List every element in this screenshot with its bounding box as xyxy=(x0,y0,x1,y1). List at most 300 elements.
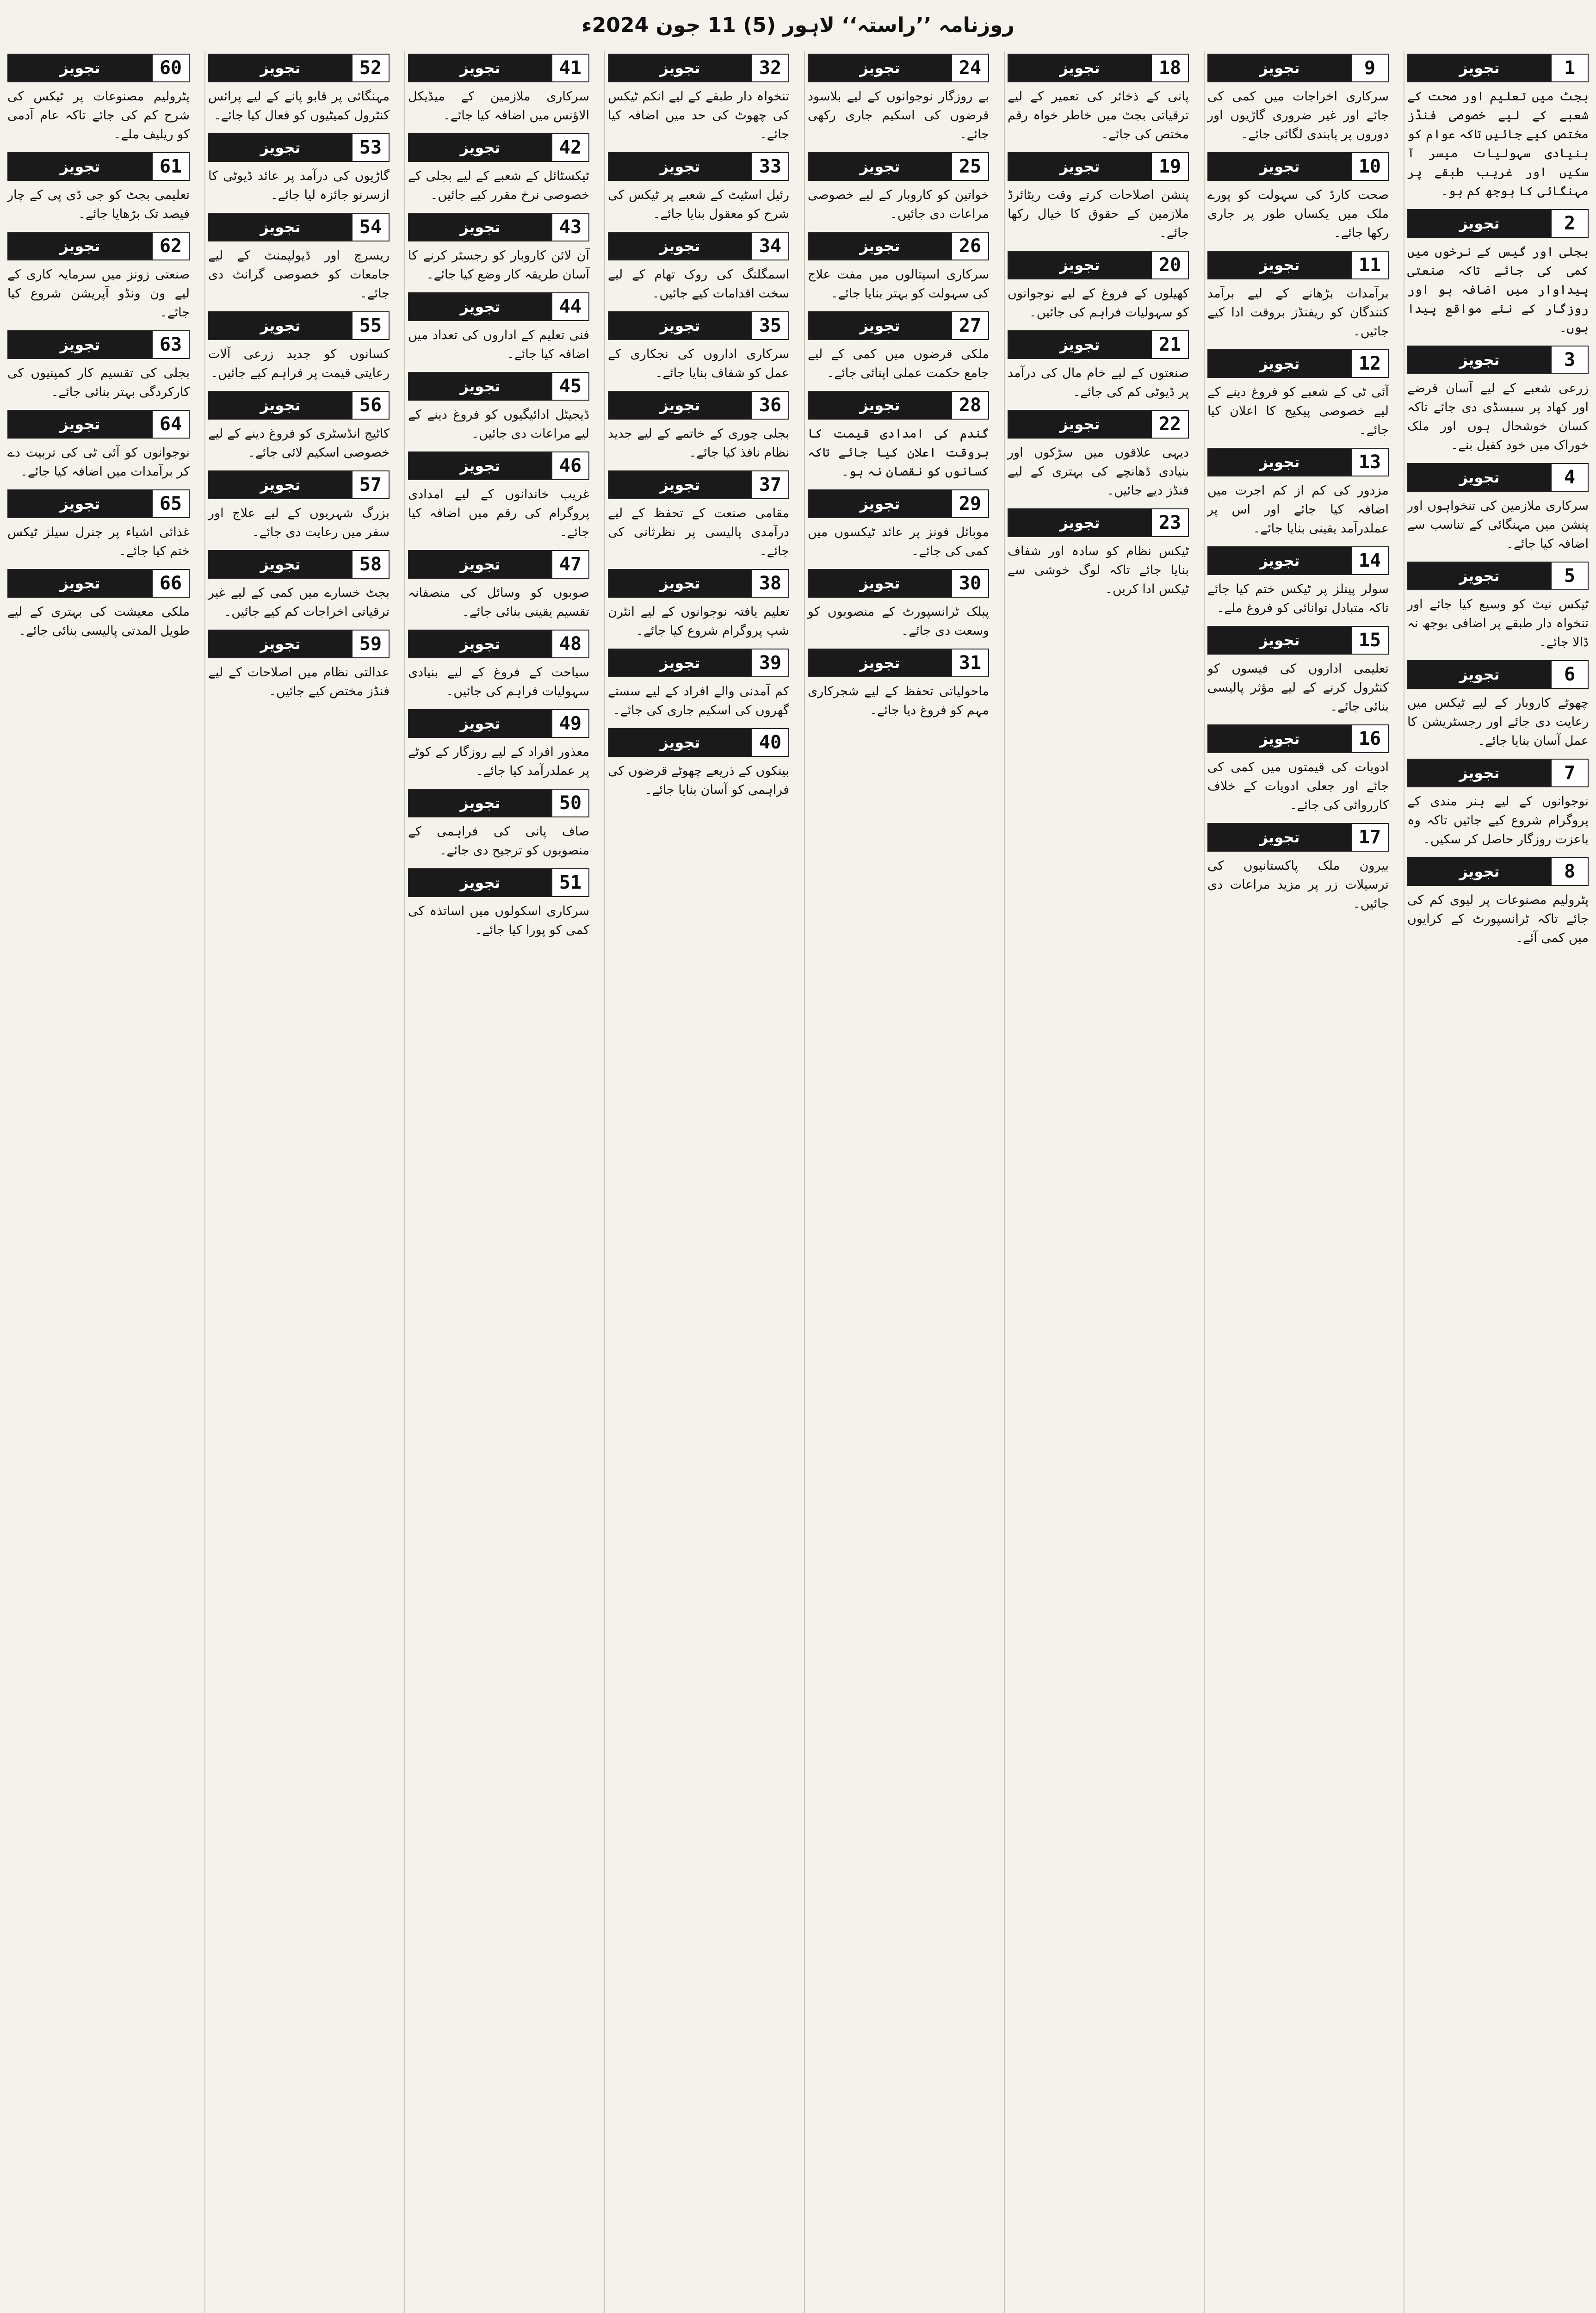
proposal-header xyxy=(7,569,190,598)
proposal-number: 30 xyxy=(951,570,988,597)
proposal-header xyxy=(608,152,789,181)
proposal-item xyxy=(7,489,190,561)
proposal-item xyxy=(808,391,989,481)
proposal-header xyxy=(7,152,190,181)
proposal-item xyxy=(1407,463,1589,553)
proposal-text: تعلیمی اداروں کی فیسوں کو کنٹرول کرنے کے لیے مؤثر پالیسی بنائی جائے۔ xyxy=(1207,662,1389,714)
proposal-text: پنشن اصلاحات کرتے وقت ریٹائرڈ ملازمین کے حقوق کا خیال رکھا جائے۔ xyxy=(1008,188,1189,240)
proposal-label: تجویز xyxy=(609,153,751,180)
proposal-label: تجویز xyxy=(409,373,551,400)
proposal-number: 46 xyxy=(551,452,588,479)
proposal-text: مہنگائی پر قابو پانے کے لیے پرائس کنٹرول کمیٹیوں کو فعال کیا جائے۔ xyxy=(208,89,390,123)
proposal-number: 50 xyxy=(551,790,588,816)
proposal-header xyxy=(808,311,989,340)
page-title: روزنامہ ’’راستہ‘‘ لاہور (5) 11 جون 2024ء xyxy=(581,13,1015,37)
proposal-text: غریب خاندانوں کے لیے امدادی پروگرام کی رقم میں اضافہ کیا جائے۔ xyxy=(408,487,589,539)
proposal-text: آن لائن کاروبار کو رجسٹر کرنے کا آسان طریقہ کار وضع کیا جائے۔ xyxy=(408,248,589,282)
proposal-text: بزرگ شہریوں کے لیے علاج اور سفر میں رعایت دی جائے۔ xyxy=(208,506,390,539)
column-5 xyxy=(604,51,792,2313)
proposal-item xyxy=(808,489,989,561)
proposal-label: تجویز xyxy=(1408,563,1551,589)
proposal-label: تجویز xyxy=(1208,449,1351,476)
proposal-number: 13 xyxy=(1351,449,1388,476)
proposal-text: پٹرولیم مصنوعات پر ٹیکس کی شرح کم کی جائے تاکہ عام آدمی کو ریلیف ملے۔ xyxy=(7,89,190,142)
proposal-text: معذور افراد کے لیے روزگار کے کوٹے پر عملدرآمد کیا جائے۔ xyxy=(408,745,589,778)
proposal-label: تجویز xyxy=(1208,153,1351,180)
proposal-header xyxy=(208,54,390,82)
proposal-item xyxy=(608,232,789,303)
proposal-number: 31 xyxy=(951,649,988,676)
proposal-number: 10 xyxy=(1351,153,1388,180)
proposal-item xyxy=(408,550,589,621)
proposal-header xyxy=(1008,330,1189,359)
proposal-text: تعلیمی بجٹ کو جی ڈی پی کے چار فیصد تک بڑھایا جائے۔ xyxy=(7,188,190,221)
proposal-number: 59 xyxy=(352,631,389,657)
column-6 xyxy=(404,51,592,2313)
proposal-header xyxy=(208,470,390,499)
proposal-text: ٹیکسٹائل کے شعبے کے لیے بجلی کے خصوصی نرخ مقرر کیے جائیں۔ xyxy=(408,169,589,202)
proposal-header xyxy=(7,489,190,518)
proposal-header xyxy=(608,728,789,757)
proposal-text: پٹرولیم مصنوعات پر لیوی کم کی جائے تاکہ ٹرانسپورٹ کے کرایوں میں کمی آئے۔ xyxy=(1407,893,1589,945)
proposal-item xyxy=(208,470,390,542)
proposal-label: تجویز xyxy=(609,570,751,597)
proposal-number: 55 xyxy=(352,312,389,339)
proposal-item xyxy=(7,54,190,144)
proposal-item xyxy=(808,54,989,144)
proposal-text: بینکوں کے ذریعے چھوٹے قرضوں کی فراہمی کو آسان بنایا جائے۔ xyxy=(608,764,789,797)
proposal-header xyxy=(1407,463,1589,492)
proposal-item xyxy=(7,152,190,223)
proposal-text: مزدور کی کم از کم اجرت میں اضافہ کیا جائے اور اس پر عملدرآمد یقینی بنایا جائے۔ xyxy=(1207,483,1389,536)
proposal-text: نوجوانوں کو آئی ٹی کی تربیت دے کر برآمدات میں اضافہ کیا جائے۔ xyxy=(7,445,190,479)
proposal-item xyxy=(1207,823,1389,913)
proposal-header xyxy=(208,311,390,340)
proposal-text: آئی ٹی کے شعبے کو فروغ دینے کے لیے خصوصی پیکیج کا اعلان کیا جائے۔ xyxy=(1207,385,1389,437)
proposal-text: سرکاری ملازمین کے میڈیکل الاؤنس میں اضافہ کیا جائے۔ xyxy=(408,89,589,123)
proposal-number: 5 xyxy=(1551,563,1588,589)
proposal-label: تجویز xyxy=(609,729,751,756)
proposal-label: تجویز xyxy=(409,551,551,578)
proposal-item xyxy=(208,630,390,701)
proposal-label: تجویز xyxy=(1008,509,1151,536)
proposal-header xyxy=(808,391,989,420)
proposal-label: تجویز xyxy=(1008,55,1151,81)
proposal-label: تجویز xyxy=(809,312,951,339)
proposal-item xyxy=(1008,508,1189,599)
proposal-number: 4 xyxy=(1551,464,1588,491)
proposal-header xyxy=(608,391,789,420)
proposal-text: برآمدات بڑھانے کے لیے برآمد کنندگان کو ریفنڈز بروقت ادا کیے جائیں۔ xyxy=(1207,286,1389,339)
proposal-number: 22 xyxy=(1151,411,1188,438)
proposal-header xyxy=(1207,54,1389,82)
proposal-text: سرکاری اخراجات میں کمی کی جائے اور غیر ضروری گاڑیوں اور دوروں پر پابندی لگائی جائے۔ xyxy=(1207,89,1389,142)
proposal-header xyxy=(1407,209,1589,238)
proposal-text: ملکی قرضوں میں کمی کے لیے جامع حکمت عملی اپنائی جائے۔ xyxy=(808,347,989,380)
proposal-label: تجویز xyxy=(209,392,352,419)
proposal-label: تجویز xyxy=(609,649,751,676)
proposal-number: 32 xyxy=(751,55,788,81)
proposal-text: بجلی کی تقسیم کار کمپنیوں کی کارکردگی بہتر بنائی جائے۔ xyxy=(7,366,190,399)
proposal-header xyxy=(1407,54,1589,82)
proposal-text: زرعی شعبے کے لیے آسان قرضے اور کھاد پر سبسڈی دی جائے تاکہ کسان خوشحال ہوں اور ملک خوراک میں خود کفیل بنے۔ xyxy=(1407,381,1589,452)
proposal-text: صوبوں کو وسائل کی منصفانہ تقسیم یقینی بنائی جائے۔ xyxy=(408,586,589,619)
proposal-label: تجویز xyxy=(1408,346,1551,373)
proposal-item xyxy=(208,391,390,462)
proposal-text: ماحولیاتی تحفظ کے لیے شجرکاری مہم کو فروغ دیا جائے۔ xyxy=(808,684,989,717)
proposal-number: 2 xyxy=(1551,210,1588,237)
proposal-text: ڈیجیٹل ادائیگیوں کو فروغ دینے کے لیے مراعات دی جائیں۔ xyxy=(408,408,589,441)
proposal-header xyxy=(808,489,989,518)
proposal-number: 53 xyxy=(352,134,389,161)
proposal-text: بجٹ خسارے میں کمی کے لیے غیر ترقیاتی اخراجات کم کیے جائیں۔ xyxy=(208,586,390,619)
proposal-number: 54 xyxy=(352,214,389,241)
proposal-header xyxy=(1008,251,1189,279)
proposal-number: 39 xyxy=(751,649,788,676)
proposal-item xyxy=(608,649,789,720)
proposal-text: خواتین کو کاروبار کے لیے خصوصی مراعات دی جائیں۔ xyxy=(808,188,989,221)
column-4 xyxy=(804,51,992,2313)
proposal-item xyxy=(1207,626,1389,716)
proposal-text: پانی کے ذخائر کی تعمیر کے لیے ترقیاتی بجٹ میں خاطر خواہ رقم مختص کی جائے۔ xyxy=(1008,89,1189,142)
proposal-number: 19 xyxy=(1151,153,1188,180)
proposal-item xyxy=(7,330,190,402)
proposal-text: فنی تعلیم کے اداروں کی تعداد میں اضافہ کیا جائے۔ xyxy=(408,328,589,361)
proposal-number: 6 xyxy=(1551,661,1588,688)
proposal-header xyxy=(1407,759,1589,787)
proposal-label: تجویز xyxy=(409,293,551,320)
proposal-text: دیہی علاقوں میں سڑکوں اور بنیادی ڈھانچے کی بہتری کے لیے فنڈز دیے جائیں۔ xyxy=(1008,445,1189,498)
proposal-header xyxy=(1207,251,1389,279)
proposal-item xyxy=(608,54,789,144)
proposal-text: اسمگلنگ کی روک تھام کے لیے سخت اقدامات کیے جائیں۔ xyxy=(608,267,789,301)
proposal-label: تجویز xyxy=(1408,858,1551,885)
proposal-label: تجویز xyxy=(409,710,551,737)
proposal-number: 27 xyxy=(951,312,988,339)
proposal-label: تجویز xyxy=(1408,210,1551,237)
proposal-number: 7 xyxy=(1551,760,1588,786)
proposal-header xyxy=(408,292,589,321)
proposal-number: 37 xyxy=(751,471,788,498)
proposal-number: 40 xyxy=(751,729,788,756)
proposal-label: تجویز xyxy=(609,471,751,498)
proposal-header xyxy=(208,630,390,658)
proposal-number: 29 xyxy=(951,490,988,517)
proposal-header xyxy=(808,569,989,598)
proposal-label: تجویز xyxy=(1208,627,1351,654)
proposal-header xyxy=(408,868,589,897)
proposal-text: سیاحت کے فروغ کے لیے بنیادی سہولیات فراہم کی جائیں۔ xyxy=(408,665,589,699)
proposal-label: تجویز xyxy=(409,134,551,161)
proposal-number: 26 xyxy=(951,233,988,260)
proposal-label: تجویز xyxy=(209,312,352,339)
proposal-number: 18 xyxy=(1151,55,1188,81)
proposal-header xyxy=(1207,626,1389,655)
proposal-label: تجویز xyxy=(209,214,352,241)
proposal-header xyxy=(1407,346,1589,374)
proposal-item xyxy=(608,728,789,799)
proposal-header xyxy=(1207,152,1389,181)
proposal-header xyxy=(608,649,789,677)
proposal-text: سرکاری اسکولوں میں اساتذہ کی کمی کو پورا کیا جائے۔ xyxy=(408,904,589,937)
proposal-text: نوجوانوں کے لیے ہنر مندی کے پروگرام شروع کیے جائیں تاکہ وہ باعزت روزگار حاصل کر سکیں۔ xyxy=(1407,794,1589,847)
column-1 xyxy=(1404,51,1591,2313)
proposal-item xyxy=(7,569,190,640)
proposal-text: کسانوں کو جدید زرعی آلات رعایتی قیمت پر فراہم کیے جائیں۔ xyxy=(208,347,390,380)
proposal-header xyxy=(1407,857,1589,886)
proposal-header xyxy=(608,311,789,340)
proposal-header xyxy=(608,470,789,499)
proposal-label: تجویز xyxy=(1208,252,1351,278)
proposal-header xyxy=(208,391,390,420)
proposal-label: تجویز xyxy=(8,153,152,180)
proposal-label: تجویز xyxy=(1008,411,1151,438)
proposal-header xyxy=(408,133,589,162)
proposal-text: کم آمدنی والے افراد کے لیے سستے گھروں کی اسکیم جاری کی جائے۔ xyxy=(608,684,789,717)
proposal-label: تجویز xyxy=(8,331,152,358)
proposal-number: 42 xyxy=(551,134,588,161)
proposal-number: 45 xyxy=(551,373,588,400)
proposal-item xyxy=(608,569,789,640)
proposal-header xyxy=(1207,724,1389,753)
proposal-header xyxy=(7,232,190,260)
proposal-label: تجویز xyxy=(209,134,352,161)
proposal-text: غذائی اشیاء پر جنرل سیلز ٹیکس ختم کیا جائے۔ xyxy=(7,525,190,558)
proposal-text: تعلیم یافتہ نوجوانوں کے لیے انٹرن شپ پروگرام شروع کیا جائے۔ xyxy=(608,605,789,638)
proposal-item xyxy=(208,311,390,383)
proposal-number: 25 xyxy=(951,153,988,180)
proposal-item xyxy=(608,152,789,223)
proposal-header xyxy=(408,550,589,579)
proposal-text: بجلی چوری کے خاتمے کے لیے جدید نظام نافذ کیا جائے۔ xyxy=(608,427,789,460)
proposal-label: تجویز xyxy=(809,233,951,260)
proposal-number: 65 xyxy=(152,490,189,517)
proposal-number: 23 xyxy=(1151,509,1188,536)
proposal-item xyxy=(208,213,390,303)
proposal-label: تجویز xyxy=(1008,331,1151,358)
proposal-number: 9 xyxy=(1351,55,1388,81)
proposal-label: تجویز xyxy=(1408,464,1551,491)
proposal-item xyxy=(608,470,789,561)
proposal-item xyxy=(7,232,190,322)
proposal-item xyxy=(808,311,989,383)
proposal-item xyxy=(1407,54,1589,201)
proposal-number: 11 xyxy=(1351,252,1388,278)
proposal-number: 16 xyxy=(1351,725,1388,752)
proposal-header xyxy=(208,133,390,162)
proposal-label: تجویز xyxy=(1008,252,1151,278)
proposal-label: تجویز xyxy=(809,570,951,597)
proposal-text: ٹیکس نیٹ کو وسیع کیا جائے اور تنخواہ دار طبقے پر اضافی بوجھ نہ ڈالا جائے۔ xyxy=(1407,597,1589,649)
proposal-label: تجویز xyxy=(1208,350,1351,377)
proposal-label: تجویز xyxy=(209,551,352,578)
proposal-label: تجویز xyxy=(8,55,152,81)
proposal-text: صاف پانی کی فراہمی کے منصوبوں کو ترجیح دی جائے۔ xyxy=(408,824,589,858)
proposal-item xyxy=(208,54,390,125)
proposal-header xyxy=(608,232,789,260)
proposal-number: 63 xyxy=(152,331,189,358)
proposal-text: سرکاری اسپتالوں میں مفت علاج کی سہولت کو بہتر بنایا جائے۔ xyxy=(808,267,989,301)
proposal-item xyxy=(408,213,589,284)
proposal-text: تنخواہ دار طبقے کے لیے انکم ٹیکس کی چھوٹ کی حد میں اضافہ کیا جائے۔ xyxy=(608,89,789,142)
proposal-text: بے روزگار نوجوانوں کے لیے بلاسود قرضوں کی اسکیم جاری رکھی جائے۔ xyxy=(808,89,989,142)
proposal-text: ریسرچ اور ڈیولپمنٹ کے لیے جامعات کو خصوصی گرانٹ دی جائے۔ xyxy=(208,248,390,301)
proposal-item xyxy=(408,451,589,542)
proposal-label: تجویز xyxy=(409,214,551,241)
proposal-item xyxy=(808,569,989,640)
proposal-item xyxy=(1008,251,1189,322)
proposal-label: تجویز xyxy=(209,631,352,657)
proposal-item xyxy=(408,868,589,940)
proposal-label: تجویز xyxy=(1208,725,1351,752)
column-8 xyxy=(5,51,192,2313)
proposal-item xyxy=(608,391,789,462)
proposal-label: تجویز xyxy=(809,55,951,81)
proposal-label: تجویز xyxy=(1208,55,1351,81)
proposal-header xyxy=(408,213,589,241)
proposal-label: تجویز xyxy=(809,392,951,419)
proposal-number: 3 xyxy=(1551,346,1588,373)
proposal-item xyxy=(1207,724,1389,815)
proposal-header xyxy=(1207,823,1389,852)
proposal-number: 33 xyxy=(751,153,788,180)
proposal-number: 34 xyxy=(751,233,788,260)
proposal-label: تجویز xyxy=(809,490,951,517)
proposal-label: تجویز xyxy=(609,55,751,81)
proposal-text: مقامی صنعت کے تحفظ کے لیے درآمدی پالیسی پر نظرثانی کی جائے۔ xyxy=(608,506,789,558)
proposal-header xyxy=(608,54,789,82)
proposal-number: 66 xyxy=(152,570,189,597)
proposal-label: تجویز xyxy=(8,411,152,438)
proposal-header xyxy=(1008,508,1189,537)
proposal-label: تجویز xyxy=(8,490,152,517)
proposal-number: 21 xyxy=(1151,331,1188,358)
proposal-header xyxy=(7,410,190,439)
proposal-text: صنعتوں کے لیے خام مال کی درآمد پر ڈیوٹی کم کی جائے۔ xyxy=(1008,366,1189,399)
proposal-text: رئیل اسٹیٹ کے شعبے پر ٹیکس کی شرح کو معقول بنایا جائے۔ xyxy=(608,188,789,221)
proposal-item xyxy=(808,152,989,223)
proposal-label: تجویز xyxy=(609,233,751,260)
proposal-number: 15 xyxy=(1351,627,1388,654)
proposal-label: تجویز xyxy=(409,631,551,657)
proposal-label: تجویز xyxy=(409,55,551,81)
proposal-label: تجویز xyxy=(1208,547,1351,574)
proposal-text: گاڑیوں کی درآمد پر عائد ڈیوٹی کا ازسرنو جائزہ لیا جائے۔ xyxy=(208,169,390,202)
column-3 xyxy=(1004,51,1192,2313)
proposal-number: 24 xyxy=(951,55,988,81)
proposal-label: تجویز xyxy=(209,55,352,81)
proposal-item xyxy=(608,311,789,383)
proposal-item xyxy=(1207,54,1389,144)
proposal-item xyxy=(1407,660,1589,750)
proposal-number: 57 xyxy=(352,471,389,498)
proposal-item xyxy=(1207,448,1389,538)
proposal-text: صحت کارڈ کی سہولت کو پورے ملک میں یکساں طور پر جاری رکھا جائے۔ xyxy=(1207,188,1389,240)
proposal-item xyxy=(1407,759,1589,849)
proposal-number: 60 xyxy=(152,55,189,81)
proposal-header xyxy=(1407,660,1589,689)
proposal-text: کھیلوں کے فروغ کے لیے نوجوانوں کو سہولیات فراہم کی جائیں۔ xyxy=(1008,286,1189,320)
proposal-number: 12 xyxy=(1351,350,1388,377)
proposal-number: 35 xyxy=(751,312,788,339)
column-7 xyxy=(204,51,392,2313)
proposal-number: 49 xyxy=(551,710,588,737)
proposal-text: بجلی اور گیس کے نرخوں میں کمی کی جائے تاکہ صنعتی پیداوار میں اضافہ ہو اور روزگار کے نئے مواقع پیدا ہوں۔ xyxy=(1407,245,1589,335)
proposal-label: تجویز xyxy=(409,452,551,479)
proposal-label: تجویز xyxy=(209,471,352,498)
proposal-text: ٹیکس نظام کو سادہ اور شفاف بنایا جائے تاکہ لوگ خوشی سے ٹیکس ادا کریں۔ xyxy=(1008,544,1189,596)
proposal-text: عدالتی نظام میں اصلاحات کے لیے فنڈز مختص کیے جائیں۔ xyxy=(208,665,390,699)
proposal-item xyxy=(7,410,190,481)
proposal-header xyxy=(1207,349,1389,378)
proposal-item xyxy=(408,709,589,780)
proposal-text: صنعتی زونز میں سرمایہ کاری کے لیے ون ونڈو آپریشن شروع کیا جائے۔ xyxy=(7,267,190,320)
proposal-number: 17 xyxy=(1351,824,1388,851)
proposal-number: 44 xyxy=(551,293,588,320)
proposal-text: کاٹیج انڈسٹری کو فروغ دینے کے لیے خصوصی اسکیم لائی جائے۔ xyxy=(208,427,390,460)
proposal-header xyxy=(808,54,989,82)
proposal-text: ادویات کی قیمتوں میں کمی کی جائے اور جعلی ادویات کے خلاف کارروائی کی جائے۔ xyxy=(1207,760,1389,812)
proposal-text: چھوٹے کاروبار کے لیے ٹیکس میں رعایت دی جائے اور رجسٹریشن کا عمل آسان بنایا جائے۔ xyxy=(1407,696,1589,748)
proposal-header xyxy=(608,569,789,598)
proposal-text: پبلک ٹرانسپورٹ کے منصوبوں کو وسعت دی جائے۔ xyxy=(808,605,989,638)
proposal-number: 1 xyxy=(1551,55,1588,81)
proposal-item xyxy=(408,292,589,364)
proposal-item xyxy=(408,372,589,443)
proposal-header xyxy=(408,709,589,738)
columns-container xyxy=(5,51,1591,2313)
proposal-text: ملکی معیشت کی بہتری کے لیے طویل المدتی پالیسی بنائی جائے۔ xyxy=(7,605,190,638)
proposal-item xyxy=(1407,346,1589,455)
proposal-number: 56 xyxy=(352,392,389,419)
proposal-number: 41 xyxy=(551,55,588,81)
proposal-label: تجویز xyxy=(809,153,951,180)
proposal-label: تجویز xyxy=(8,570,152,597)
proposal-number: 52 xyxy=(352,55,389,81)
proposal-label: تجویز xyxy=(8,233,152,260)
proposal-number: 48 xyxy=(551,631,588,657)
proposal-item xyxy=(408,789,589,860)
proposal-header xyxy=(408,372,589,401)
proposal-number: 43 xyxy=(551,214,588,241)
proposal-label: تجویز xyxy=(1208,824,1351,851)
proposal-item xyxy=(1407,562,1589,652)
proposal-number: 36 xyxy=(751,392,788,419)
proposal-item xyxy=(1207,546,1389,618)
proposal-header xyxy=(408,630,589,658)
proposal-number: 28 xyxy=(951,392,988,419)
proposal-header xyxy=(808,152,989,181)
proposal-header xyxy=(1008,410,1189,439)
proposal-header xyxy=(808,649,989,677)
proposal-number: 20 xyxy=(1151,252,1188,278)
proposal-item xyxy=(1207,349,1389,439)
proposal-header xyxy=(408,54,589,82)
proposal-item xyxy=(1008,54,1189,144)
proposal-text: بجٹ میں تعلیم اور صحت کے شعبے کے لیے خصوصی فنڈز مختص کیے جائیں تاکہ عوام کو بنیادی سہولیات میسر آ سکیں اور غریب طبقے پر مہنگائی کا بوجھ کم ہو۔ xyxy=(1407,89,1589,198)
proposal-item xyxy=(808,649,989,720)
proposal-item xyxy=(408,133,589,204)
proposal-label: تجویز xyxy=(1408,55,1551,81)
proposal-header xyxy=(7,330,190,359)
proposal-text: موبائل فونز پر عائد ٹیکسوں میں کمی کی جائے۔ xyxy=(808,525,989,558)
proposal-text: سرکاری اداروں کی نجکاری کے عمل کو شفاف بنایا جائے۔ xyxy=(608,347,789,380)
proposal-number: 64 xyxy=(152,411,189,438)
proposal-number: 38 xyxy=(751,570,788,597)
proposal-header xyxy=(7,54,190,82)
proposal-text: سولر پینلز پر ٹیکس ختم کیا جائے تاکہ متبادل توانائی کو فروغ ملے۔ xyxy=(1207,582,1389,615)
proposal-label: تجویز xyxy=(809,649,951,676)
